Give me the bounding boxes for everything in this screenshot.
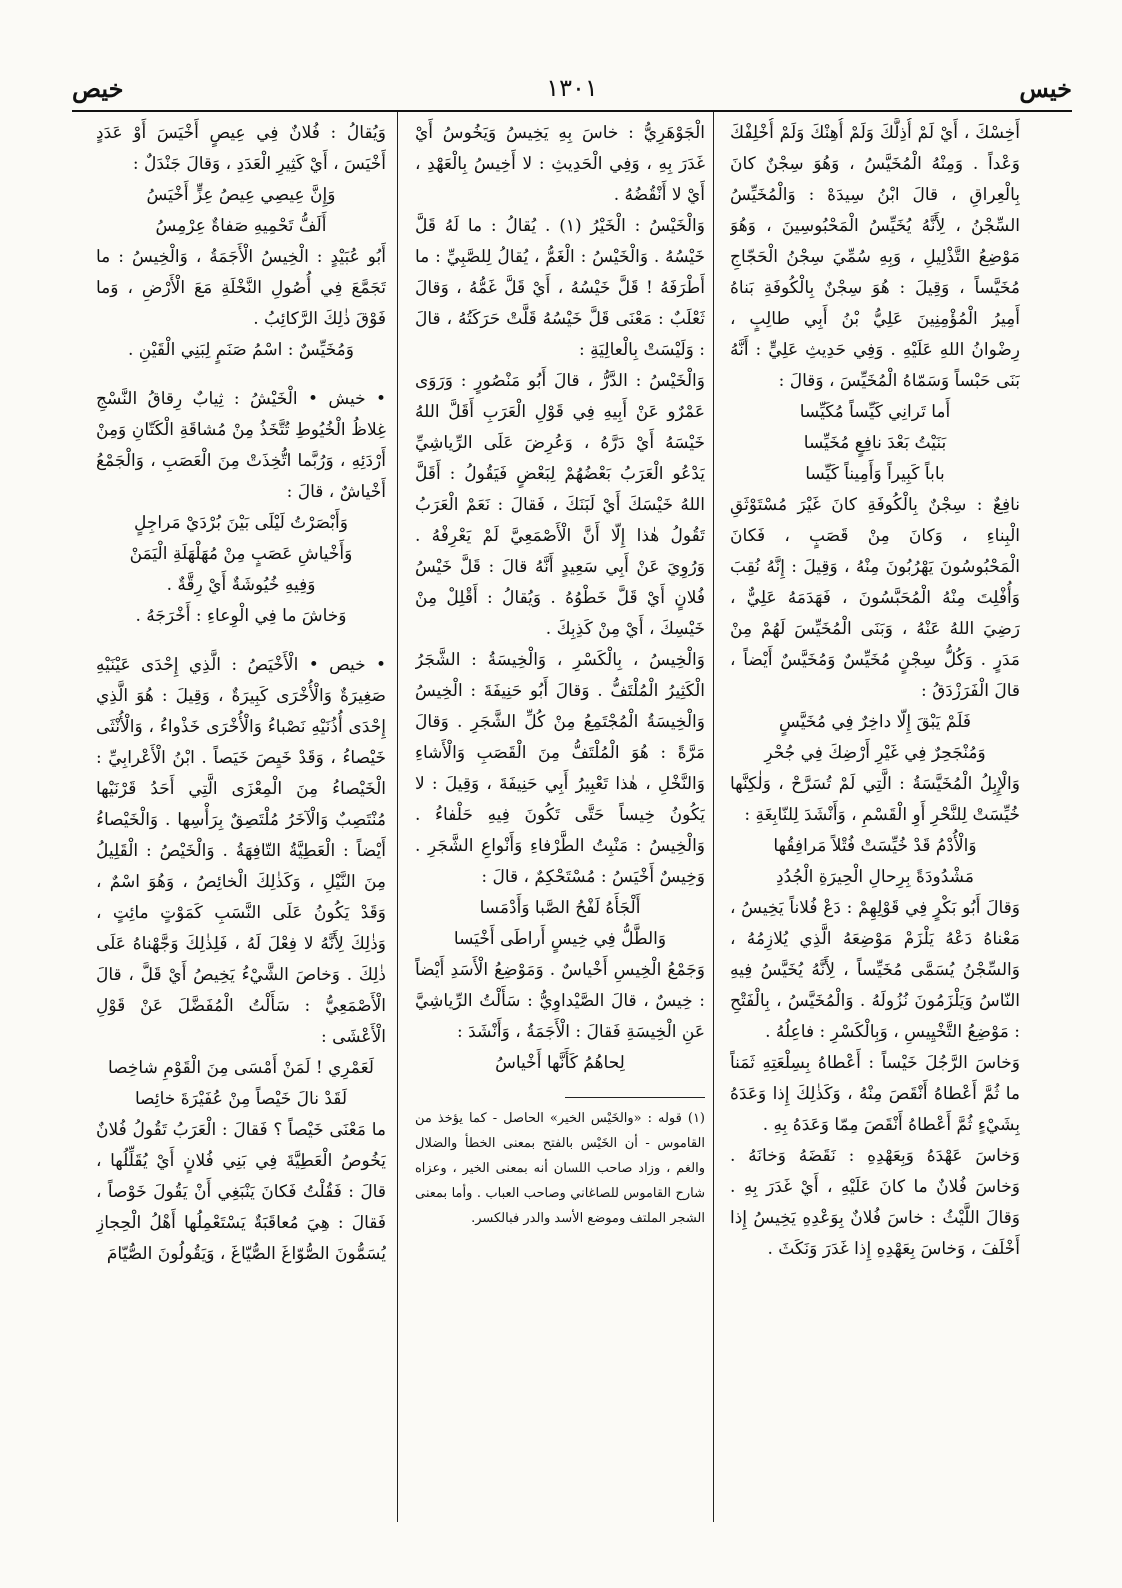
verse-line: أَما تَرانِي كَيِّساً مُكَيِّسا (799, 402, 951, 422)
verse-line: باباً كَبِيراً وَأَمِيناً كَيِّسا (805, 464, 945, 484)
verse-line: لِحاهُمُ كَأَنَّها أَخْياسُ (495, 1053, 625, 1073)
page-header (72, 68, 1072, 108)
column-divider (713, 112, 714, 1522)
footnote-rule (565, 1097, 705, 1098)
entry-khays: • خيص • الْأَخْيَصُ : الَّذِي إِحْدَى عَيْنَيْهِ صَغِيرَةٌ وَالْأُخْرَى كَبِيرَةٌ ، وَقِيلَ : هُوَ الَّذِي إِحْدَى أُذُنَيْهِ نَصْباءُ وَالْأُخْرَى خَذْواءُ ، وَالْأُنْثَى خَيْصاءُ ، وَقَدْ خَيِصَ خَيَصاً . ابْنُ الْأَعْرابِيِّ : الْخَيْصاءُ مِنَ الْمِعْزَى الَّتِي أَحَدُ قَرْنَيْها مُنْتَصِبٌ وَالْآخَرُ مُلْتَصِقٌ بِرَأْسِها . وَالْخَيْصاءُ أَيْضاً : الْعَطِيَّةُ التّافِهَةُ . وَالْخَيْصُ : الْقَلِيلُ مِنَ النَّيْلِ ، وَكَذٰلِكَ الْخائِصُ ، وَهُوَ اسْمٌ ، وَقَدْ يَكُونُ عَلَى النَّسَبِ كَمَوْتٍ مائِتٍ ، وَذٰلِكَ لِأَنَّهُ لا فِعْلَ لَهُ ، فَلِذٰلِكَ وَجَّهْناهُ عَلَى ذٰلِكَ . وَخاصَ الشَّيْءُ يَخِيصُ أَيْ قَلَّ ، قالَ الْأَصْمَعِيُّ : سَأَلْتُ الْمُفَضَّلَ عَنْ قَوْلِ الْأَعْشَى : (96, 655, 386, 1047)
paragraph: وَخاسَ الرَّجُلَ خَيْساً : أَعْطاهُ بِسِلْعَتِهِ ثَمَناً ما ثُمَّ أَعْطاهُ أَنْقَصَ مِنْهُ ، وَكَذٰلِكَ إِذا وَعَدَهُ بِشَيْءٍ ثُمَّ أَعْطاهُ أَنْقَصَ مِمّا وَعَدَهُ بِهِ . (730, 1053, 1020, 1135)
paragraph: الْجَوْهَرِيُّ : خاسَ بِهِ يَخِيسُ وَيَخُوسُ أَيْ غَدَرَ بِهِ ، وَفِي الْحَدِيثِ : لا أَخِيسُ بِالْعَهْدِ ، أَيْ لا أَنْقُضُهُ . (415, 123, 705, 205)
paragraph: ما مَعْنَى خَيْصاً ؟ فَقالَ : الْعَرَبُ تَقُولُ فُلانٌ يَخُوصُ الْعَطِيَّةَ فِي بَنِي فُلانٍ أَيْ يُقَلِّلُها ، قالَ : فَقُلْتُ فَكانَ يَنْبَغِي أَنْ يَقُولَ خَوْصاً ، فَقالَ : هِيَ مُعاقَبَةٌ يَسْتَعْمِلُها أَهْلُ الْحِجازِ يُسَمُّونَ الصُّوّاغَ الصُّيّاغَ ، وَيَقُولُونَ الصُّيّامَ (96, 1120, 386, 1264)
column-right (730, 118, 1020, 1528)
verse-line: مَشْدُودَةً بِرِحالِ الْحِيرَةِ الْجُدُدِ (776, 867, 974, 887)
entry-khaysh: • خيش • الْخَيْشُ : ثِيابٌ رِقاقُ النَّسْجِ غِلاظُ الْخُيُوطِ تُتَّخَذُ مِنْ مُشاقَةِ الْكَتّانِ وَمِنْ أَرْدَئِهِ ، وَرُبَّما اتُّخِذَتْ مِنَ الْعَصَبِ ، وَالْجَمْعُ أَخْياشٌ ، قالَ : (96, 389, 386, 502)
verse-line: وَالْأُدْمُ قَدْ خُيِّسَتْ فُتْلاً مَرافِقُها (773, 836, 977, 856)
entry-gap (96, 632, 386, 650)
header-left-word: خيص (72, 74, 124, 103)
paragraph: وَخاسَ عَهْدَهُ وَبِعَهْدِهِ : نَقَضَهُ وَخانَهُ . وَخاسَ فُلانٌ ما كانَ عَلَيْهِ ، أَيْ غَدَرَ بِهِ . وَقالَ اللَّيْثُ : خاسَ فُلانٌ بِوَعْدِهِ يَخِيسُ إِذا أَخْلَفَ ، وَخاسَ بِعَهْدِهِ إِذا غَدَرَ وَنَكَثَ . (730, 1146, 1020, 1259)
paragraph: وَفِيهِ خُيُوشَةٌ أَيْ رِقَّةٌ . (166, 575, 316, 595)
verse-line: بَنَيْتُ بَعْدَ نافِعٍ مُخَيِّسا (803, 433, 947, 453)
footnote: (١) قوله : «والخَيْس الخير» الحاصل - كما يؤخذ من القاموس - أن الخَيْس بالفتح بمعنى الخطأ والضلال والغم ، وزاد صاحب اللسان أنه بمعنى الخير ، وعزاه شارح القاموس للصاغاني وصاحب العباب . وأما بمعنى الشجر الملتف وموضع الأسد والدر فبالكسر. (415, 1111, 705, 1226)
paragraph: وَالْخَيْسُ : الْخَيْرُ (١) . يُقالُ : ما لَهُ قَلَّ خَيْسُهُ . وَالْخَيْسُ : الْغَمُّ ، يُقالُ لِلصَّبِيِّ : ما أَطْرَفَهُ ! قَلَّ خَيْسُهُ ، أَيْ قَلَّ غَمُّهُ ، وَقالَ ثَعْلَبٌ : مَعْنَى قَلَّ خَيْسُهُ قَلَّتْ حَرَكَتُهُ ، قالَ : وَلَيْسَتْ بِالْعالِيَةِ : (415, 216, 705, 360)
paragraph: وَجَمْعُ الْخِيسِ أَخْياسٌ . وَمَوْضِعُ الْأَسَدِ أَيْضاً : خِيسٌ ، قالَ الصَّيْداوِيُّ : سَأَلْتُ الرِّياشِيَّ عَنِ الْخِيسَةِ فَقالَ : الْأَجَمَةُ ، وَأَنْشَدَ : (415, 960, 705, 1042)
paragraph: نافِعٌ : سِجْنٌ بِالْكُوفَةِ كانَ غَيْرَ مُسْتَوْثَقِ الْبِناءِ ، وَكانَ مِنْ قَصَبٍ ، فَكانَ الْمَحْبُوسُونَ يَهْرُبُونَ مِنْهُ ، وَقِيلَ : إِنَّهُ نُقِبَ وَأُفْلِتَ مِنْهُ الْمُحَبَّسُونَ ، فَهَدَمَهُ عَلِيٌّ ، رَضِيَ اللهُ عَنْهُ ، وَبَنَى الْمُخَيِّسَ لَهُمْ مِنْ مَدَرٍ . وَكُلُّ سِجْنٍ مُخَيِّسٌ وَمُخَيَّسٌ أَيْضاً ، قالَ الْفَرَزْدَقُ : (730, 495, 1020, 701)
verse-line: وَإِنَّ عِيصِي عِيصُ عِزٍّ أَخْيَسُ (146, 185, 336, 205)
column-divider (397, 112, 398, 1522)
verse-line: وَمُنْجَحِرٌ فِي غَيْرِ أَرْضِكَ فِي جُحْرِ (764, 743, 986, 763)
paragraph: وَقالَ أَبُو بَكْرٍ فِي قَوْلِهِمْ : دَعْ فُلاناً يَخِيسُ ، مَعْناهُ دَعْهُ يَلْزَمْ مَوْضِعَهُ الَّذِي يُلازِمُهُ ، وَالسِّجْنُ يُسَمَّى مُخَيِّساً ، لِأَنَّهُ يُخَيَّسُ فِيهِ النّاسُ وَيَلْزَمُونَ نُزُولَهُ . وَالْمُخَيَّسُ ، بِالْفَتْحِ : مَوْضِعُ التَّخْيِيسِ ، وَبِالْكَسْرِ : فاعِلُهُ . (730, 898, 1020, 1042)
verse-line: فَلَمْ يَبْقَ إِلّا داخِرٌ فِي مُخَيَّسٍ (779, 712, 971, 732)
paragraph: وَالْخَيْسُ : الدَّرُّ ، قالَ أَبُو مَنْصُورٍ : وَرَوَى عَمْرٌو عَنْ أَبِيهِ فِي قَوْلِ الْعَرَبِ أَقَلَّ اللهُ خَيْسَهُ أَيْ دَرَّهُ ، وَعُرِضَ عَلَى الرِّياشِيِّ يَدْعُو الْعَرَبُ بَعْضُهُمْ لِبَعْضٍ فَيَقُولُ : أَقَلَّ اللهُ خَيْسَكَ أَيْ لَبَنَكَ ، فَقالَ : نَعَمْ الْعَرَبُ تَقُولُ هٰذا إِلّا أَنَّ الْأَصْمَعِيَّ لَمْ يَعْرِفْهُ . وَرُوِيَ عَنْ أَبِي سَعِيدٍ أَنَّهُ قالَ : قَلَّ خَيْسُ فُلانٍ أَيْ قَلَّ خَطْوُهُ . وَيُقالُ : أَقْلِلْ مِنْ خَيْسِكَ ، أَيْ مِنْ كَذِبِكَ . (415, 371, 705, 639)
header-right-word: خيس (1019, 74, 1072, 103)
paragraph: أَخِسْكَ ، أَيْ لَمْ أُذِلَّكَ وَلَمْ أُهِنْكَ وَلَمْ أُخْلِفْكَ وَعْداً . وَمِنْهُ الْمُخَيَّسُ ، وَهُوَ سِجْنٌ كانَ بِالْعِراقِ ، قالَ ابْنُ سِيدَهْ : وَالْمُخَيِّسُ السِّجْنُ ، لِأَنَّهُ يُخَيِّسُ الْمَحْبُوسِينَ ، وَهُوَ مَوْضِعُ التَّذْلِيلِ ، وَبِهِ سُمِّيَ سِجْنُ الْحَجّاجِ مُخَيَّساً ، وَقِيلَ : هُوَ سِجْنٌ بِالْكُوفَةِ بَناهُ أَمِيرُ الْمُؤْمِنِينَ عَلِيُّ بْنُ أَبِي طالِبٍ ، رِضْوانُ اللهِ عَلَيْهِ . وَفِي حَدِيثِ عَلِيٍّ : أَنَّهُ بَنَى حَبْساً وَسَمّاهُ الْمُخَيِّسَ ، وَقالَ : (730, 123, 1020, 391)
header-rule (72, 110, 1072, 112)
paragraph: وَخاشَ ما فِي الْوِعاءِ : أَخْرَجَهُ . (135, 606, 347, 626)
paragraph: وَمُخَيِّسٌ : اسْمُ صَنَمٍ لِبَنِي الْقَيْنِ . (128, 340, 354, 360)
page-number: ١٣٠١ (546, 74, 598, 102)
verse-line: لَعَمْرِي ! لَمَنْ أَمْسَى مِنَ الْقَوْمِ شاخِصا (108, 1058, 374, 1078)
verse-line: لَقَدْ نالَ خَيْصاً مِنْ عُفَيْرَةَ خائِصا (134, 1089, 348, 1109)
paragraph: وَيُقالُ : فُلانٌ فِي عِيصٍ أَخْيَسَ أَوْ عَدَدٍ أَخْيَسَ ، أَيْ كَثِيرِ الْعَدَدِ ، وَقالَ جَنْدَلٌ : (96, 123, 386, 174)
column-left (96, 118, 386, 1528)
verse-line: وَأَبْصَرْتُ لَيْلَى بَيْنَ بُرْدَيْ مَراجِلٍ (134, 513, 348, 533)
verse-line: وَالطَّلُّ فِي خِيسٍ أَراطَى أَخْيَسا (453, 929, 667, 949)
paragraph: وَالْخِيسُ ، بِالْكَسْرِ ، وَالْخِيسَةُ : الشَّجَرُ الْكَثِيرُ الْمُلْتَفُّ . وَقالَ أَبُو حَنِيفَةَ : الْخِيسُ وَالْخِيسَةُ الْمُجْتَمِعُ مِنْ كُلِّ الشَّجَرِ . وَقالَ مَرَّةً : هُوَ الْمُلْتَفُّ مِنَ الْقَصَبِ وَالْأَشاءِ وَالنَّخْلِ ، هٰذا تَعْبِيرُ أَبِي حَنِيفَةَ ، وَقِيلَ : لا يَكُونُ خِيساً حَتَّى تَكُونَ فِيهِ حَلْفاءُ . وَالْخِيسُ : مَنْبِتُ الطَّرْفاءِ وَأَنْواعِ الشَّجَرِ . وَخِيسٌ أَخْيَسُ : مُسْتَحْكِمٌ ، قالَ : (415, 650, 705, 887)
verse-line: أَلْجَأَهُ لَفْحُ الصَّبا وَأَدْمَسا (479, 898, 641, 918)
verse-line: وَأَخْياشِ عَصَبٍ مِنْ مُهَلْهَلَةِ الْيَمَنْ (129, 544, 353, 564)
column-middle (415, 118, 705, 1528)
entry-gap (96, 366, 386, 384)
paragraph: أَبُو عُبَيْدٍ : الْخِيسُ الْأَجَمَةُ ، وَالْخِيسُ : ما تَجَمَّعَ فِي أُصُولِ النَّخْلَةِ مَعَ الْأَرْضِ ، وَما فَوْقَ ذٰلِكَ الرَّكائِبُ . (96, 247, 386, 329)
verse-line: أَلَفُّ تَحْمِيهِ صَفاةٌ عِرْمِسُ (155, 216, 327, 236)
paragraph: وَالْإِبِلُ الْمُخَيَّسَةُ : الَّتِي لَمْ تُسَرَّحْ ، وَلٰكِنَّها خُيِّسَتْ لِلنَّحْرِ أَوِ الْقَسْمِ ، وَأَنْشَدَ لِلنّابِغَةِ : (730, 774, 1020, 825)
